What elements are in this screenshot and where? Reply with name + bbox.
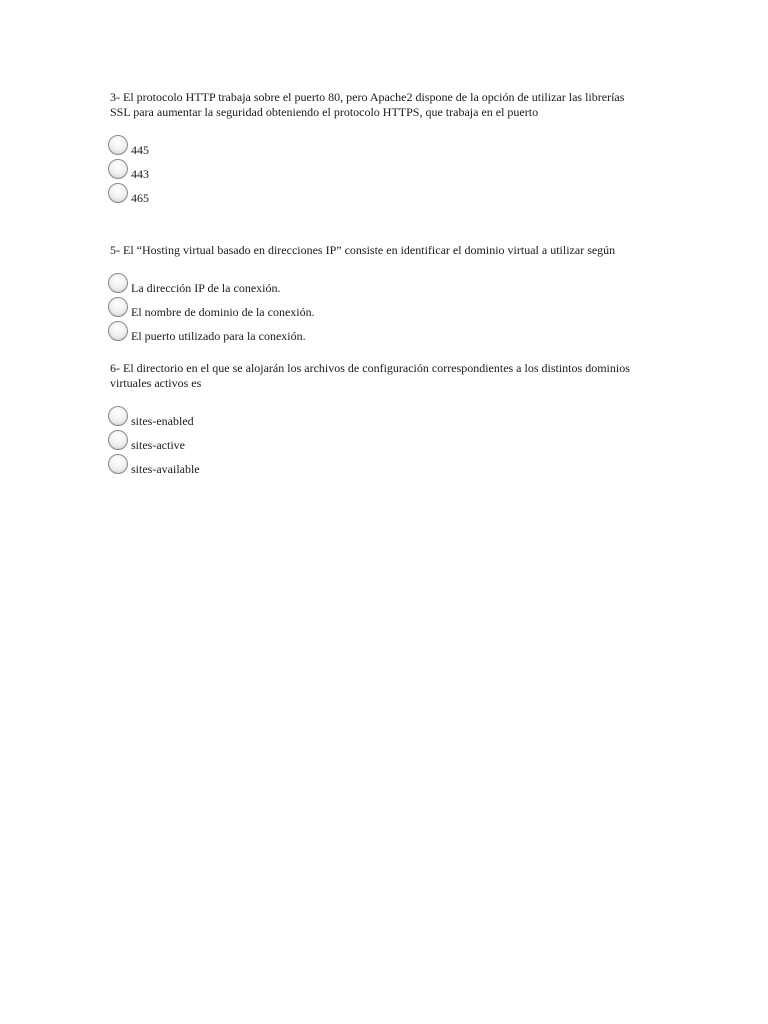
option-465[interactable] — [108, 184, 630, 208]
radio-button[interactable] — [108, 183, 128, 203]
radio-button[interactable] — [108, 321, 128, 341]
question-text: 3- El protocolo HTTP trabaja sobre el puerto 80, pero Apache2 dispone de la opción de utilizar las librerías SSL para aumentar la seguridad obteniendo el protocolo HTTPS, que trabaja en el puerto — [110, 90, 625, 119]
radio-button[interactable] — [108, 406, 128, 426]
question-6 — [110, 361, 630, 479]
option-sites-enabled[interactable] — [108, 407, 630, 431]
option-label: 465 — [131, 190, 149, 205]
radio-button[interactable] — [108, 135, 128, 155]
option-label: El nombre de dominio de la conexión. — [131, 304, 315, 319]
answer-options — [110, 274, 670, 346]
radio-button[interactable] — [108, 273, 128, 293]
question-text: 5- El “Hosting virtual basado en direcciones IP” consiste en identificar el dominio virtual a utilizar según — [110, 243, 616, 257]
question-5 — [110, 243, 670, 346]
option-ip-address[interactable] — [108, 274, 670, 298]
answer-options — [110, 136, 630, 208]
option-sites-active[interactable] — [108, 431, 630, 455]
radio-button[interactable] — [108, 159, 128, 179]
option-label: La dirección IP de la conexión. — [131, 280, 281, 295]
option-label: sites-available — [131, 461, 200, 476]
option-label: El puerto utilizado para la conexión. — [131, 328, 306, 343]
option-443[interactable] — [108, 160, 630, 184]
radio-button[interactable] — [108, 430, 128, 450]
option-label: sites-active — [131, 437, 185, 452]
option-port[interactable] — [108, 322, 670, 346]
question-text: 6- El directorio en el que se alojarán los archivos de configuración correspondientes a los distintos dominios virtuales activos es — [110, 361, 630, 390]
option-label: 443 — [131, 166, 149, 181]
radio-button[interactable] — [108, 297, 128, 317]
option-label: 445 — [131, 142, 149, 157]
option-label: sites-enabled — [131, 413, 194, 428]
option-445[interactable] — [108, 136, 630, 160]
answer-options — [110, 407, 630, 479]
question-3 — [110, 90, 630, 208]
radio-button[interactable] — [108, 454, 128, 474]
option-sites-available[interactable] — [108, 455, 630, 479]
option-domain-name[interactable] — [108, 298, 670, 322]
